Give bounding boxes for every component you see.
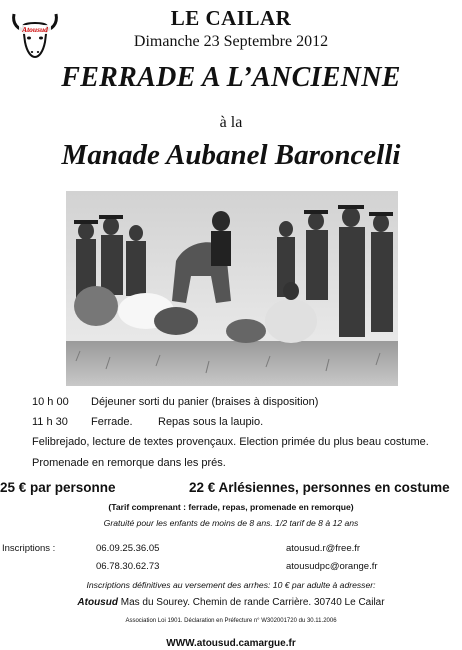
schedule-time: 11 h 30 — [32, 416, 68, 428]
schedule-row — [32, 416, 452, 430]
program-line: Felibrejado, lecture de textes provençaux. Election primée du plus beau costume. — [32, 436, 429, 448]
inscriptions-definitive: Inscriptions définitives au versement des arrhes: 10 € par adulte à adresser: — [86, 580, 376, 590]
schedule-row — [32, 396, 452, 410]
logo-text: Atousud — [22, 25, 48, 34]
schedule-activity: Déjeuner sorti du panier (braises à disposition) — [91, 396, 319, 408]
schedule-time: 10 h 00 — [32, 396, 69, 408]
email-address[interactable]: atousud.r@free.fr — [286, 543, 361, 554]
phone-number: 06.09.25.36.05 — [96, 543, 160, 554]
website-link[interactable]: WWW.atousud.camargue.fr — [166, 638, 296, 649]
email-address[interactable]: atousudpc@orange.fr — [286, 561, 378, 572]
price-regular: 25 € par personne — [0, 480, 116, 495]
org-name: Atousud — [77, 597, 118, 608]
program-line: Promenade en remorque dans les prés. — [32, 457, 226, 469]
association-note: Association Loi 1901. Déclaration en Préfecture n° W302001720 du 30.11.2006 — [125, 618, 337, 624]
schedule-extra: Repas sous la laupio. — [158, 416, 264, 428]
gratuite-note: Gratuité pour les enfants de moins de 8 ans. 1/2 tarif de 8 à 12 ans — [103, 518, 359, 528]
price-arlesiennes: 22 € Arlésiennes, personnes en costume — [189, 480, 450, 495]
a-la-text: à la — [219, 114, 243, 131]
address-text: Mas du Sourey. Chemin de rande Carrière. 30740 Le Cailar — [120, 597, 385, 608]
phone-number: 06.78.30.62.73 — [96, 561, 160, 572]
tarif-note: (Tarif comprenant : ferrade, repas, promenade en remorque) — [108, 502, 354, 512]
event-date: Dimanche 23 Septembre 2012 — [133, 33, 329, 50]
manade-name: Manade Aubanel Baroncelli — [61, 139, 401, 171]
page-title: LE CAILAR — [170, 6, 292, 30]
schedule-activity: Ferrade. — [91, 416, 133, 428]
inscriptions-label: Inscriptions : — [2, 543, 56, 554]
event-name: FERRADE A L’ANCIENNE — [61, 62, 401, 93]
ferrade-photo — [66, 191, 398, 386]
postal-address — [0, 597, 462, 608]
